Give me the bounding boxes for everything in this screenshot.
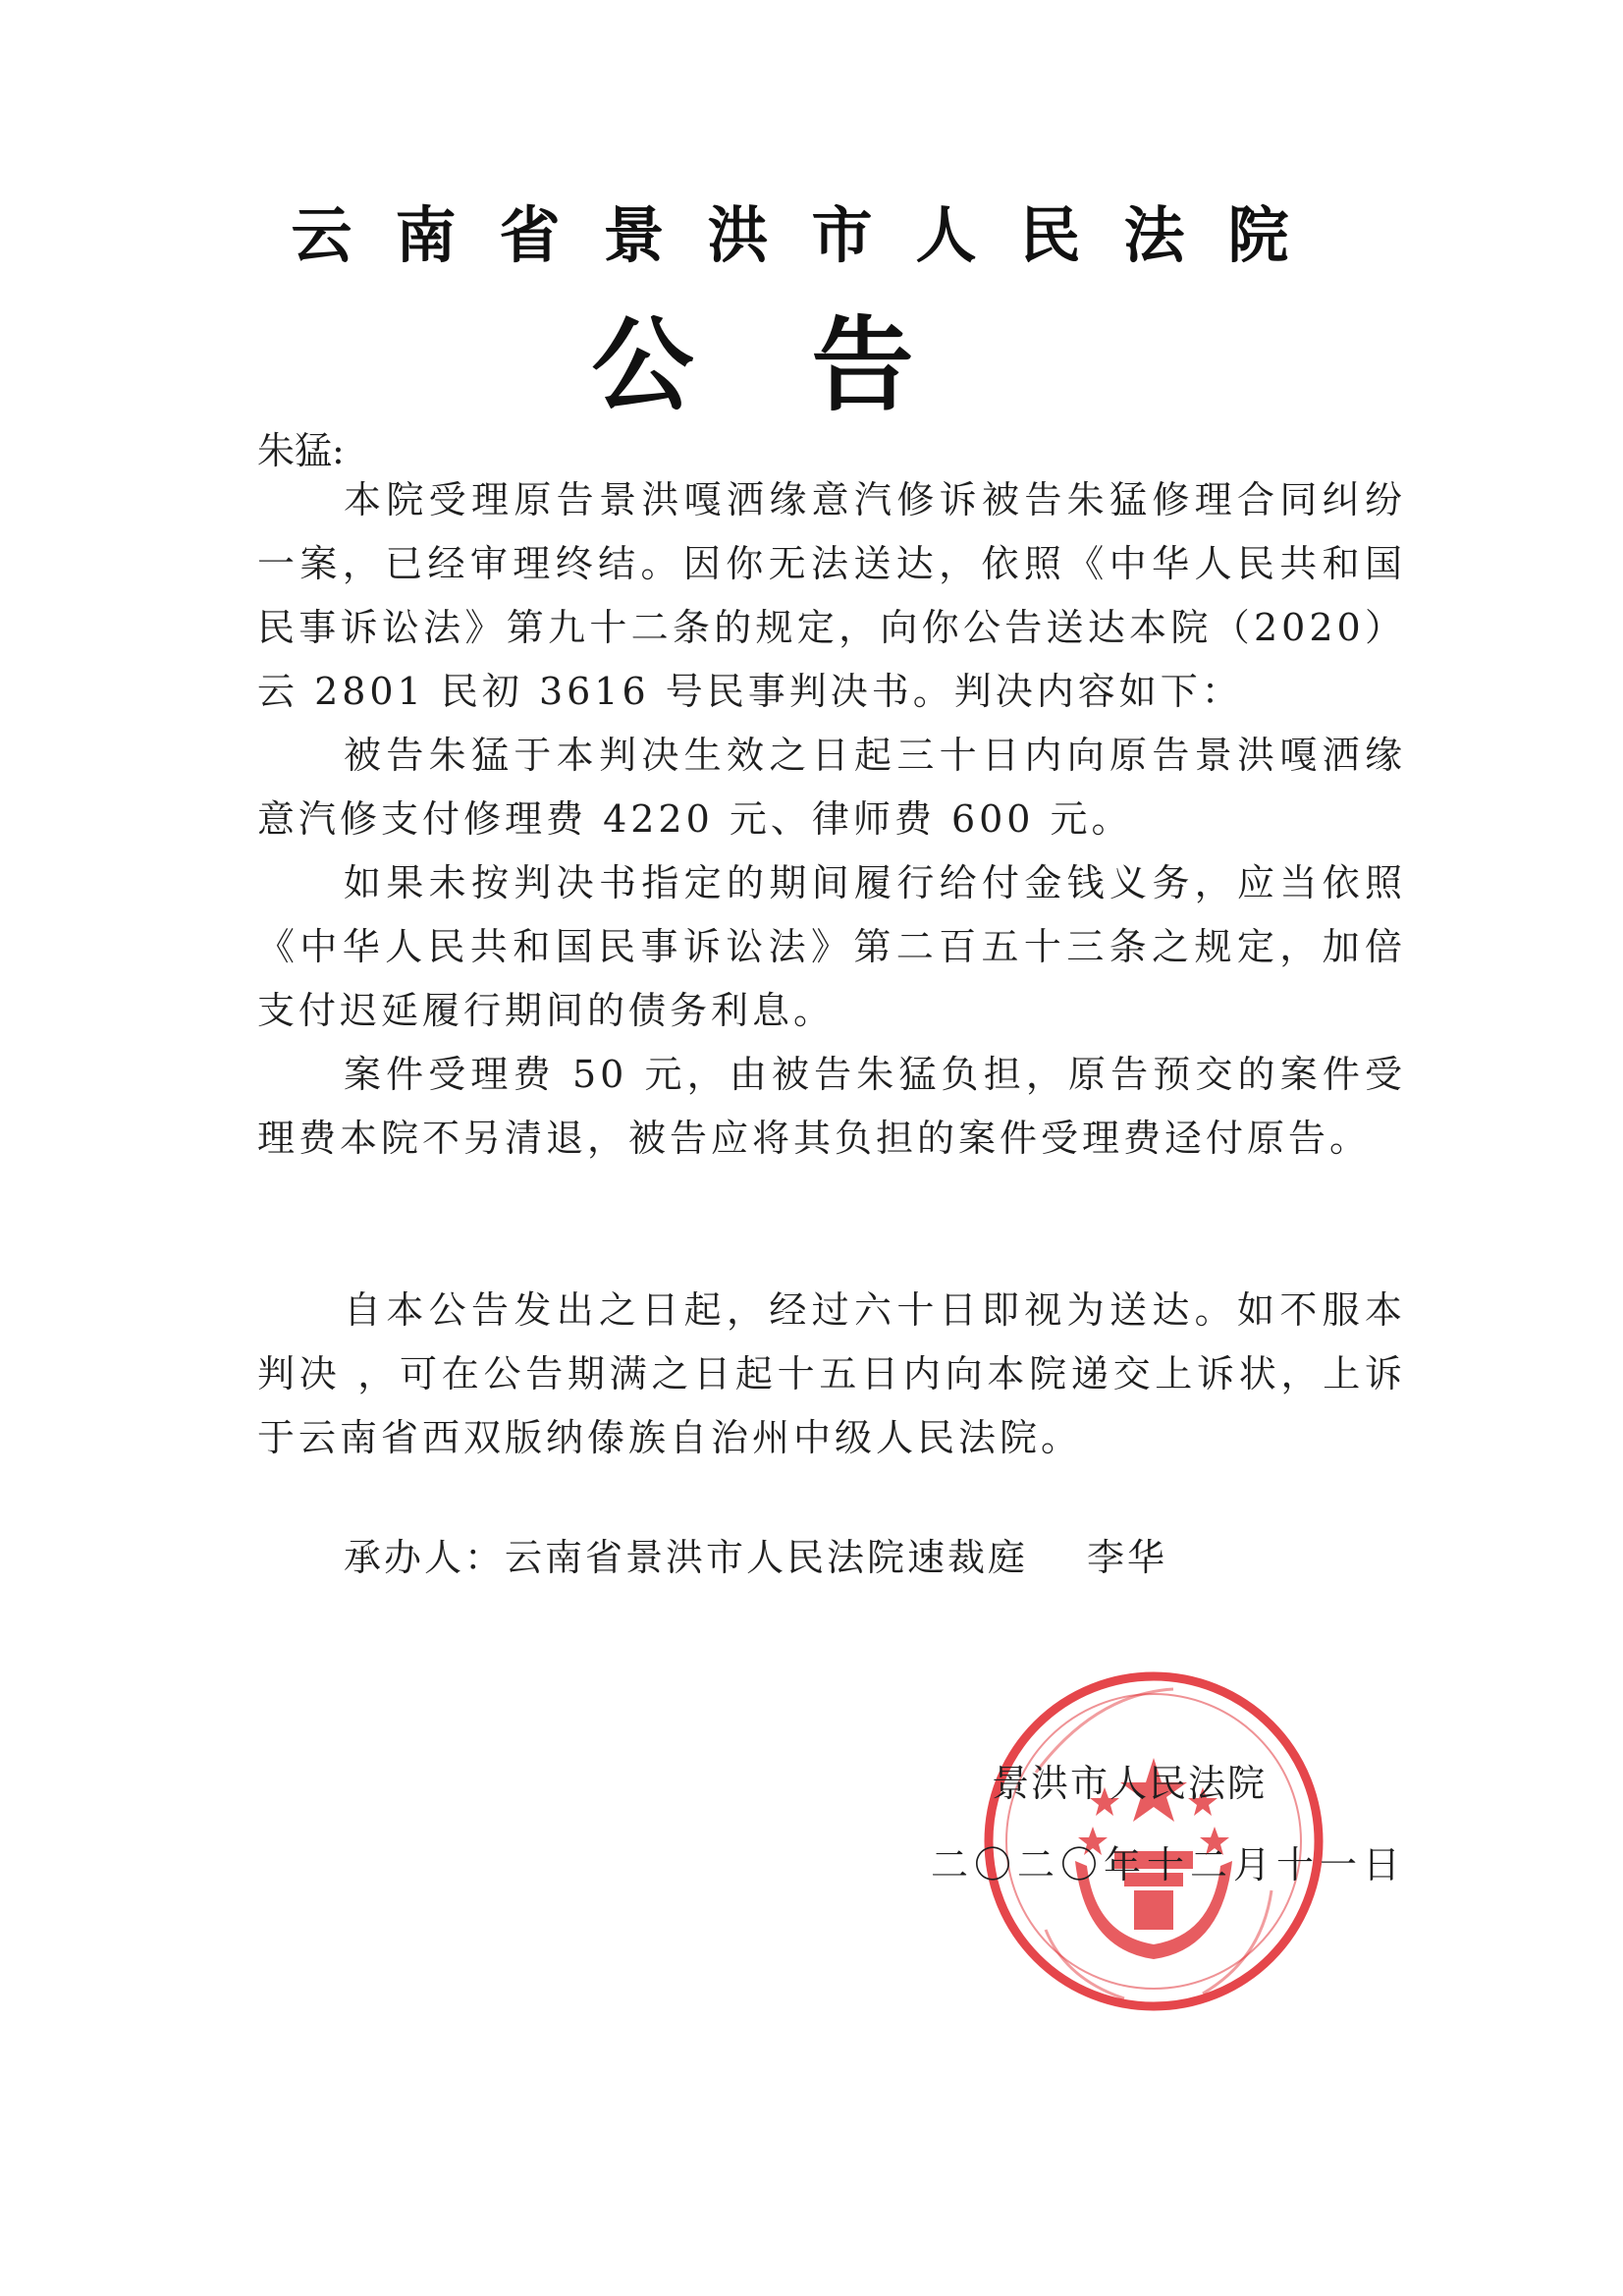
paragraph-case-fee: 案件受理费 50 元，由被告朱猛负担，原告预交的案件受理费本院不另清退，被告应将其负担的案件受理费迳付原告。 xyxy=(257,1053,1406,1160)
paragraph-case-intro: 本院受理原告景洪嘎洒缘意汽修诉被告朱猛修理合同纠纷一案，已经审理终结。因你无法送达，依照《中华人民共和国民事诉讼法》第九十二条的规定，向你公告送达本院（2020）云 2801 民初 3616 号民事判决书。判决内容如下： xyxy=(257,478,1406,713)
document-title: 公告 xyxy=(591,305,1032,425)
handler-name: 李华 xyxy=(1087,1536,1168,1579)
paragraph-service-notice: 自本公告发出之日起，经过六十日即视为送达。如不服本判决 ，可在公告期满之日起十五日内向本院递交上诉状，上诉于云南省西双版纳傣族自治州中级人民法院。 xyxy=(257,1288,1406,1459)
issue-date: 二〇二〇年十二月十一日 xyxy=(931,1843,1407,1886)
court-name-heading: 云南省景洪市人民法院 xyxy=(291,199,1332,271)
case-handler xyxy=(344,1527,1167,1581)
paragraph-late-payment: 如果未按判决书指定的期间履行给付金钱义务，应当依照《中华人民共和国民事诉讼法》第二百五十三条之规定，加倍支付迟延履行期间的债务利息。 xyxy=(257,861,1406,1032)
addressee: 朱猛: xyxy=(257,429,345,472)
issuing-court: 景洪市人民法院 xyxy=(992,1762,1268,1805)
paragraph-judgment: 被告朱猛于本判决生效之日起三十日内向原告景洪嘎洒缘意汽修支付修理费 4220 元、律师费 600 元。 xyxy=(257,734,1406,841)
handler-label: 承办人：云南省景洪市人民法院速裁庭 xyxy=(344,1536,1029,1579)
